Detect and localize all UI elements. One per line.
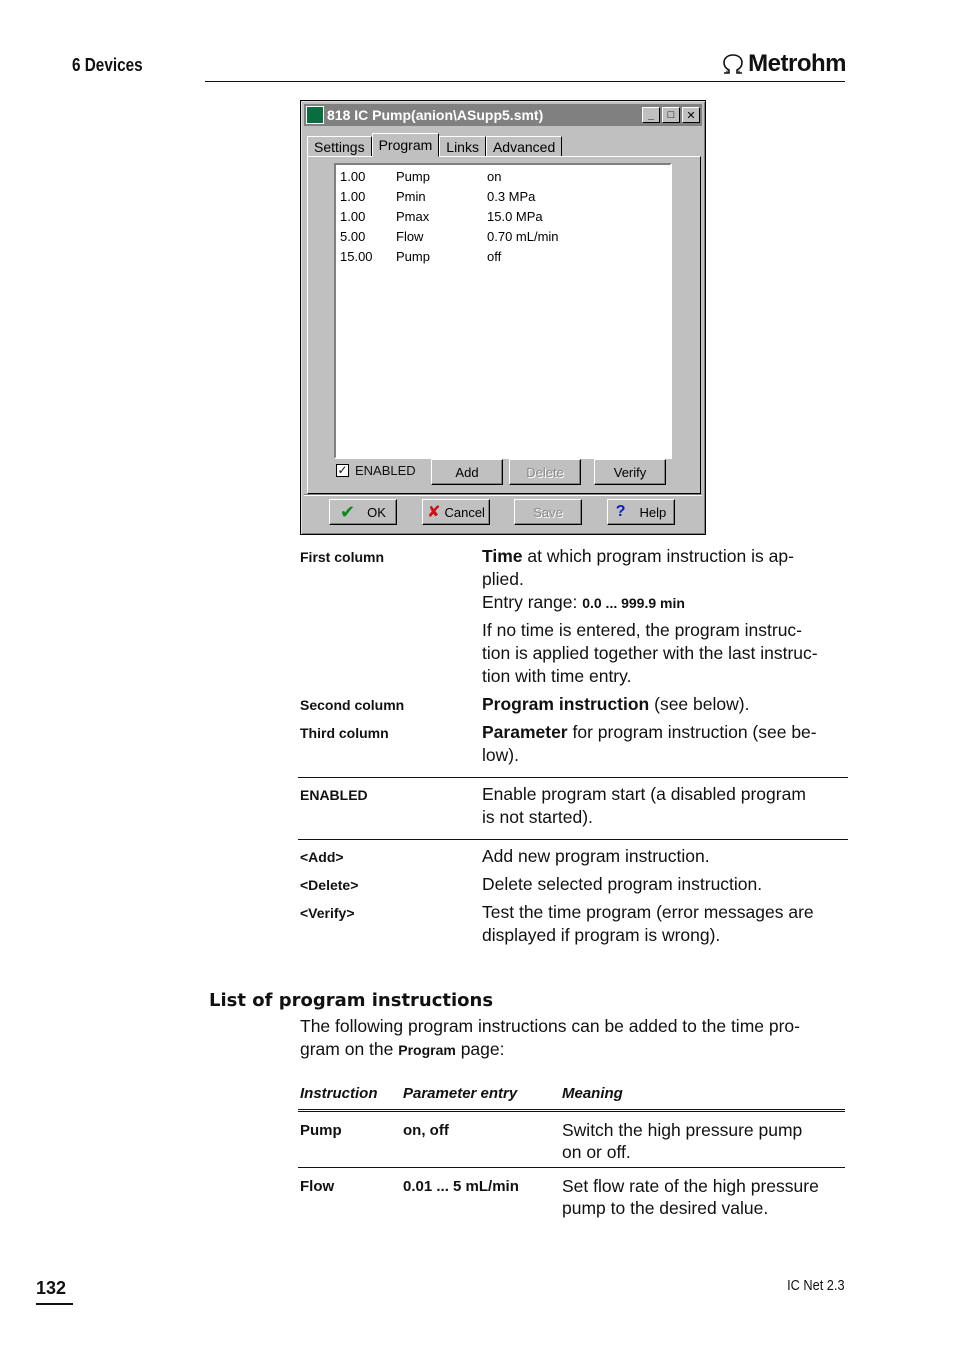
desc-first-column [482, 545, 852, 688]
metrohm-logo [720, 50, 846, 78]
desc-note: If no time is entered, the program instruc- [482, 620, 802, 640]
desc-third-column [482, 721, 852, 767]
row-parameter: on [487, 169, 502, 184]
desc-text: Enable program start (a disabled program [482, 784, 806, 804]
desc-delete: Delete selected program instruction. [482, 874, 763, 894]
desc-verify [482, 901, 852, 947]
dialog-separator [304, 494, 702, 496]
enabled-label: ENABLED [355, 463, 416, 478]
save-button[interactable]: Save [514, 499, 582, 525]
desc-text: low). [482, 745, 519, 765]
help-button[interactable] [607, 499, 675, 525]
row-instruction: Pump [396, 249, 430, 264]
column-header-meaning: Meaning [562, 1085, 623, 1102]
app-icon [306, 106, 324, 124]
row-instruction: Pmax [396, 209, 430, 224]
row-time: 1.00 [340, 209, 366, 224]
column-header-instruction: Instruction [300, 1085, 378, 1102]
row-parameter: 15.0 MPa [487, 209, 543, 224]
section-intro [300, 1015, 850, 1062]
pump-program-dialog [300, 100, 706, 535]
table-cell-instruction: Flow [300, 1178, 335, 1195]
column-header-parameter: Parameter entry [403, 1085, 518, 1102]
intro-text: The following program instructions can be added to the time pro- [300, 1016, 800, 1036]
minimize-button[interactable]: _ [642, 107, 660, 123]
meaning-text: Set flow rate of the high pressure [562, 1176, 819, 1196]
desc-second-column [482, 693, 852, 716]
meaning-text: pump to the desired value. [562, 1198, 769, 1218]
intro-text: page: [455, 1039, 505, 1059]
checkmark-icon: ✔ [340, 501, 356, 522]
tab-advanced[interactable]: Advanced [486, 136, 562, 157]
delete-button[interactable]: Delete [509, 459, 581, 485]
tab-settings[interactable]: Settings [307, 136, 372, 157]
row-time: 1.00 [340, 189, 366, 204]
range-value: 0.0 ... 999.9 min [582, 595, 685, 611]
table-cell-parameter: on, off [403, 1122, 449, 1139]
meaning-text: Switch the high pressure pump [562, 1120, 803, 1140]
program-list[interactable] [334, 163, 672, 459]
section-title: 6 Devices [72, 55, 143, 75]
desc-text: plied. [482, 569, 524, 589]
omega-icon [720, 53, 746, 75]
row-parameter: 0.70 mL/min [487, 229, 559, 244]
intro-text: gram on the [300, 1039, 399, 1059]
tab-program[interactable]: Program [372, 133, 440, 157]
cancel-button[interactable] [422, 499, 490, 525]
dialog-titlebar [304, 104, 702, 126]
tab-strip [307, 133, 562, 157]
row-time: 1.00 [340, 169, 366, 184]
header-double-rule [298, 1109, 845, 1112]
term-verify: <Verify> [300, 905, 355, 921]
cancel-label: Cancel [444, 504, 485, 520]
table-cell-parameter: 0.01 ... 5 mL/min [403, 1178, 519, 1195]
divider [298, 777, 848, 778]
meaning-text: on or off. [562, 1142, 631, 1162]
desc-text: is not started). [482, 807, 593, 827]
dialog-title: 818 IC Pump(anion\ASupp5.smt) [327, 107, 544, 123]
table-row-divider [298, 1167, 845, 1168]
enabled-checkbox[interactable] [336, 463, 416, 478]
row-instruction: Pmin [396, 189, 426, 204]
brand-name: Metrohm [748, 50, 846, 77]
row-parameter: 0.3 MPa [487, 189, 536, 204]
table-cell-meaning [562, 1175, 847, 1219]
table-cell-meaning [562, 1119, 847, 1163]
cross-icon: ✘ [427, 504, 441, 521]
header-rule [205, 81, 845, 82]
desc-note: tion with time entry. [482, 666, 632, 686]
term-first-column: First column [300, 549, 385, 565]
desc-add: Add new program instruction. [482, 846, 710, 866]
term-add: <Add> [300, 849, 344, 865]
desc-bold: Time [482, 546, 523, 566]
desc-text: Test the time program (error messages are [482, 902, 814, 922]
maximize-button[interactable]: □ [662, 107, 680, 123]
desc-enabled [482, 783, 852, 829]
ok-button[interactable] [329, 499, 397, 525]
ok-label: OK [367, 504, 386, 520]
term-delete: <Delete> [300, 877, 359, 893]
term-enabled: ENABLED [300, 787, 368, 803]
term-second-column: Second column [300, 697, 405, 713]
range-label: Entry range: [482, 592, 583, 612]
desc-bold: Parameter [482, 722, 568, 742]
desc-note: tion is applied together with the last instruc- [482, 643, 818, 663]
add-button[interactable]: Add [431, 459, 503, 485]
row-time: 15.00 [340, 249, 373, 264]
section-heading: List of program instructions [209, 990, 494, 1011]
row-instruction: Flow [396, 229, 424, 244]
page-number: 132 [36, 1278, 67, 1298]
row-time: 5.00 [340, 229, 366, 244]
intro-page-name: Program [398, 1042, 456, 1058]
divider [298, 839, 848, 840]
desc-bold: Program instruction [482, 694, 650, 714]
desc-text: (see below). [649, 694, 750, 714]
desc-text: for program instruction (see be- [567, 722, 817, 742]
question-icon: ? [615, 503, 626, 520]
term-third-column: Third column [300, 725, 389, 741]
footer-product: IC Net 2.3 [787, 1277, 845, 1294]
row-instruction: Pump [396, 169, 430, 184]
row-parameter: off [487, 249, 502, 264]
table-cell-instruction: Pump [300, 1122, 342, 1139]
verify-button[interactable]: Verify [594, 459, 666, 485]
page-number-rule [36, 1303, 73, 1305]
close-button[interactable]: ✕ [682, 107, 700, 123]
desc-text: displayed if program is wrong). [482, 925, 721, 945]
tab-links[interactable]: Links [439, 136, 486, 157]
checkbox-box[interactable]: ✓ [337, 463, 348, 477]
desc-text: at which program instruction is ap- [522, 546, 794, 566]
help-label: Help [639, 504, 667, 520]
